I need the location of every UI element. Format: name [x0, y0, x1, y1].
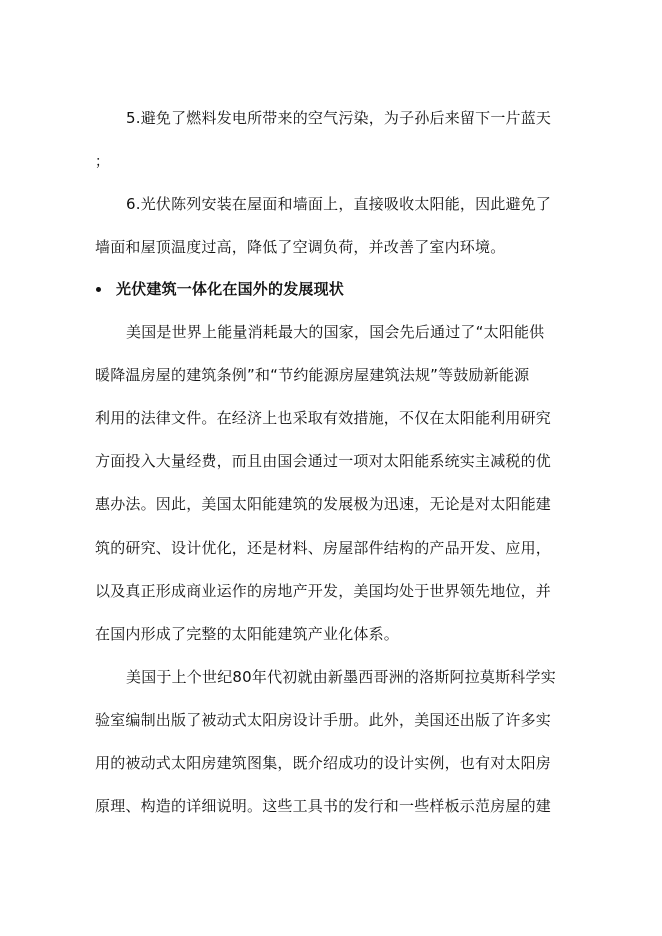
paragraph-1-line: 筑的研究、设计优化，还是材料、房屋部件结构的产品开发、应用， — [95, 539, 552, 557]
paragraph-1-line: 利用的法律文件。在经济上也采取有效措施，不仅在太阳能利用研究 — [95, 409, 552, 427]
paragraph-1-line: 以及真正形成商业运作的房地产开发，美国均处于世界领先地位，并 — [95, 582, 552, 600]
paragraph-2-line: 验室编制出版了被动式太阳房设计手册。此外，美国还出版了许多实 — [95, 711, 552, 729]
paragraph-1-line: 在国内形成了完整的太阳能建筑产业化体系。 — [95, 625, 400, 643]
paragraph-1-line: 暖降温房屋的建筑条例”和“节约能源房屋建筑法规”等鼓励新能源 — [95, 366, 530, 384]
paragraph-1-line: 惠办法。因此，美国太阳能建筑的发展极为迅速，无论是对太阳能建 — [95, 495, 552, 513]
bullet-icon — [96, 287, 101, 292]
paragraph-2-line: 用的被动式太阳房建筑图集，既介绍成功的设计实例，也有对太阳房 — [95, 754, 552, 772]
item-6-line-2: 墙面和屋顶温度过高，降低了空调负荷，并改善了室内环境。 — [95, 238, 506, 256]
paragraph-2-line: 原理、构造的详细说明。这些工具书的发行和一些样板示范房屋的建 — [95, 797, 552, 815]
section-heading: 光伏建筑一体化在国外的发展现状 — [116, 280, 345, 298]
paragraph-1-line: 美国是世界上能量消耗最大的国家，国会先后通过了“太阳能供 — [126, 323, 545, 341]
section-heading-row — [96, 278, 344, 300]
item-5-line-1: 5.避免了燃料发电所带来的空气污染，为子孙后来留下一片蓝天 — [126, 109, 552, 127]
paragraph-1-line: 方面投入大量经费，而且由国会通过一项对太阳能系统实主减税的优 — [95, 452, 552, 470]
item-5-line-2: ； — [95, 154, 110, 170]
paragraph-2-line: 美国于上个世纪80年代初就由新墨西哥洲的洛斯阿拉莫斯科学实 — [126, 668, 556, 686]
item-6-line-1: 6.光伏陈列安装在屋面和墙面上，直接吸收太阳能，因此避免了 — [126, 195, 552, 213]
